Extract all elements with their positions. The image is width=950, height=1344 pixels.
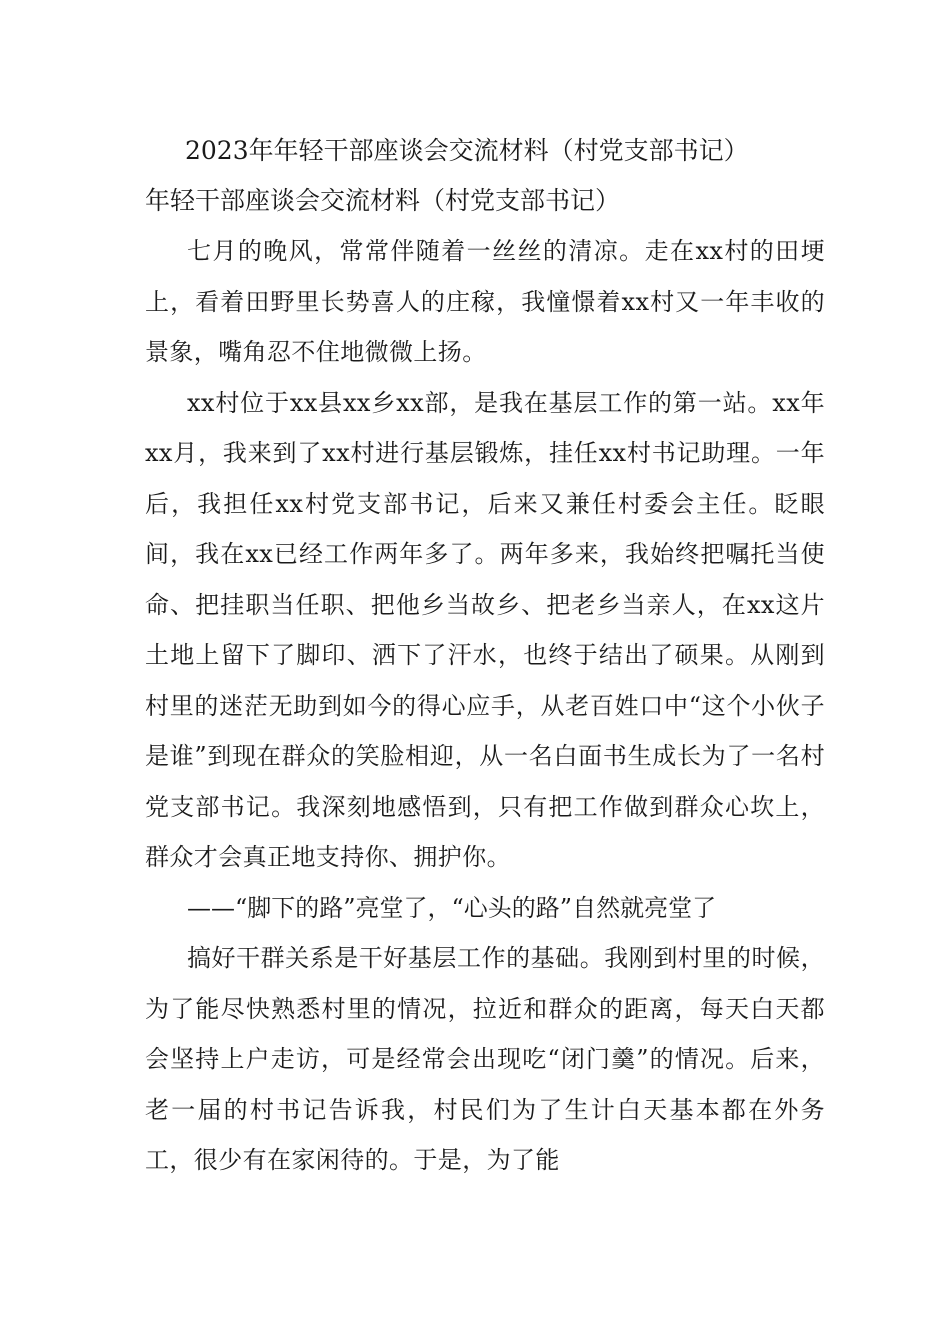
paragraph-section: 搞好干群关系是干好基层工作的基础。我刚到村里的时候，为了能尽快熟悉村里的情况，拉近和群众的距离，每天白天都会坚持上户走访，可是经常会出现吃“闭门羹”的情况。后来，老一届的村书记告诉我，村民们为了生计白天基本都在外务工，很少有在家闲待的。于是，为了能 <box>145 944 825 1174</box>
document-title: 2023年年轻干部座谈会交流材料（村党支部书记） <box>185 136 749 165</box>
paragraph-intro: 七月的晚风，常常伴随着一丝丝的清凉。走在xx村的田埂上，看着田野里长势喜人的庄稼，我憧憬着xx村又一年丰收的景象，嘴角忍不住地微微上扬。 <box>145 237 825 366</box>
section-heading: ——“脚下的路”亮堂了，“心头的路”自然就亮堂了 <box>187 893 717 922</box>
document-body <box>145 126 825 1186</box>
paragraph-background: xx村位于xx县xx乡xx部，是我在基层工作的第一站。xx年xx月，我来到了xx村进行基层锻炼，挂任xx村书记助理。一年后，我担任xx村党支部书记，后来又兼任村委会主任。眨眼间，我在xx已经工作两年多了。两年多来，我始终把嘱托当使命、把挂职当任职、把他乡当故乡、把老乡当亲人，在xx这片土地上留下了脚印、洒下了汗水，也终于结出了硕果。从刚到村里的迷茫无助到如今的得心应手，从老百姓口中“这个小伙子是谁”到现在群众的笑脸相迎，从一名白面书生成长为了一名村党支部书记。我深刻地感悟到，只有把工作做到群众心坎上，群众才会真正地支持你、拥护你。 <box>145 388 825 871</box>
document-subtitle: 年轻干部座谈会交流材料（村党支部书记） <box>145 186 621 215</box>
